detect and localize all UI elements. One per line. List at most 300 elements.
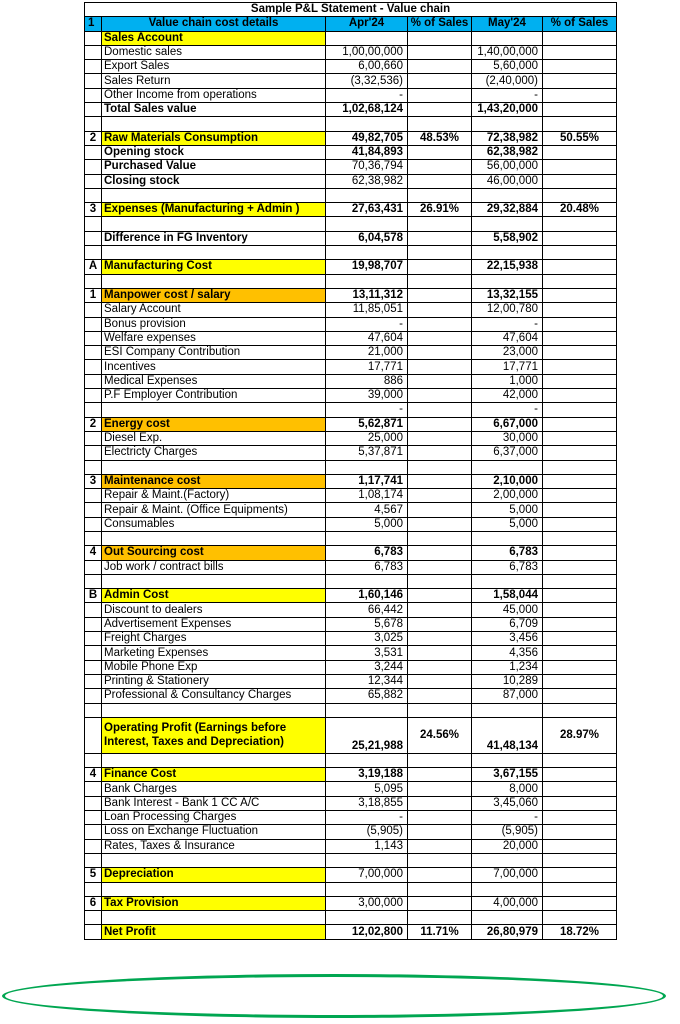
row-may-percent bbox=[543, 546, 617, 560]
row-may-percent bbox=[543, 853, 617, 867]
header-desc: Value chain cost details bbox=[102, 17, 326, 31]
row-number bbox=[85, 88, 102, 102]
row-apr-percent bbox=[408, 274, 472, 288]
row-may-value bbox=[472, 574, 543, 588]
row-apr-value: 7,00,000 bbox=[326, 868, 408, 882]
row-description: Printing & Stationery bbox=[102, 674, 326, 688]
row-description bbox=[102, 117, 326, 131]
table-row bbox=[85, 288, 617, 302]
row-apr-percent bbox=[408, 45, 472, 59]
table-row bbox=[85, 160, 617, 174]
row-apr-percent bbox=[408, 531, 472, 545]
row-apr-value: 1,00,00,000 bbox=[326, 45, 408, 59]
table-row bbox=[85, 717, 617, 753]
row-number bbox=[85, 174, 102, 188]
table-row bbox=[85, 517, 617, 531]
row-number bbox=[85, 346, 102, 360]
row-description bbox=[102, 574, 326, 588]
row-may-value: 2,10,000 bbox=[472, 474, 543, 488]
row-apr-value: 1,60,146 bbox=[326, 589, 408, 603]
row-may-percent bbox=[543, 617, 617, 631]
row-apr-percent bbox=[408, 331, 472, 345]
table-row bbox=[85, 882, 617, 896]
row-apr-value: 1,17,741 bbox=[326, 474, 408, 488]
table-row bbox=[85, 231, 617, 245]
row-description: Finance Cost bbox=[102, 768, 326, 782]
row-number bbox=[85, 431, 102, 445]
row-may-value bbox=[472, 703, 543, 717]
row-description: Admin Cost bbox=[102, 589, 326, 603]
row-description: Manpower cost / salary bbox=[102, 288, 326, 302]
row-number: 3 bbox=[85, 203, 102, 217]
row-may-value: 5,000 bbox=[472, 503, 543, 517]
table-row bbox=[85, 145, 617, 159]
row-may-percent bbox=[543, 417, 617, 431]
table-row bbox=[85, 768, 617, 782]
row-may-percent bbox=[543, 882, 617, 896]
row-description: Maintenance cost bbox=[102, 474, 326, 488]
row-apr-value: 3,18,855 bbox=[326, 796, 408, 810]
row-description: Total Sales value bbox=[102, 103, 326, 117]
row-number bbox=[85, 317, 102, 331]
row-apr-percent bbox=[408, 260, 472, 274]
row-may-value: 3,45,060 bbox=[472, 796, 543, 810]
row-description: Bank Charges bbox=[102, 782, 326, 796]
row-may-percent bbox=[543, 632, 617, 646]
row-may-value: 41,48,134 bbox=[472, 717, 543, 753]
row-apr-percent bbox=[408, 574, 472, 588]
row-may-percent bbox=[543, 103, 617, 117]
row-may-percent bbox=[543, 231, 617, 245]
row-apr-percent bbox=[408, 474, 472, 488]
row-may-value: 47,604 bbox=[472, 331, 543, 345]
row-may-percent bbox=[543, 317, 617, 331]
table-row bbox=[85, 203, 617, 217]
table-row bbox=[85, 374, 617, 388]
row-description bbox=[102, 460, 326, 474]
row-apr-value: 12,02,800 bbox=[326, 925, 408, 939]
row-description: Mobile Phone Exp bbox=[102, 660, 326, 674]
row-apr-percent bbox=[408, 911, 472, 925]
row-may-value: 5,60,000 bbox=[472, 60, 543, 74]
table-row bbox=[85, 911, 617, 925]
row-may-value: 1,234 bbox=[472, 660, 543, 674]
row-apr-value bbox=[326, 911, 408, 925]
row-may-value: 3,456 bbox=[472, 632, 543, 646]
row-number: 6 bbox=[85, 896, 102, 910]
row-number bbox=[85, 403, 102, 417]
row-apr-value: 1,143 bbox=[326, 839, 408, 853]
row-may-value bbox=[472, 853, 543, 867]
title-row bbox=[85, 3, 617, 17]
row-number bbox=[85, 231, 102, 245]
table-row bbox=[85, 246, 617, 260]
row-apr-percent bbox=[408, 546, 472, 560]
row-description: Loss on Exchange Fluctuation bbox=[102, 825, 326, 839]
row-may-percent bbox=[543, 460, 617, 474]
row-description: Medical Expenses bbox=[102, 374, 326, 388]
table-row bbox=[85, 489, 617, 503]
row-number bbox=[85, 145, 102, 159]
row-apr-percent bbox=[408, 868, 472, 882]
table-row bbox=[85, 60, 617, 74]
row-may-percent bbox=[543, 589, 617, 603]
row-apr-percent: 24.56% bbox=[408, 717, 472, 753]
row-apr-value: 5,37,871 bbox=[326, 446, 408, 460]
row-description: ESI Company Contribution bbox=[102, 346, 326, 360]
row-apr-percent bbox=[408, 160, 472, 174]
table-row bbox=[85, 88, 617, 102]
row-description: Difference in FG Inventory bbox=[102, 231, 326, 245]
row-may-percent bbox=[543, 768, 617, 782]
row-description: Expenses (Manufacturing + Admin ) bbox=[102, 203, 326, 217]
row-apr-value: 3,244 bbox=[326, 660, 408, 674]
row-apr-percent bbox=[408, 882, 472, 896]
table-row bbox=[85, 503, 617, 517]
row-may-value: 1,40,00,000 bbox=[472, 45, 543, 59]
header-apr-pct: % of Sales bbox=[408, 17, 472, 31]
table-row bbox=[85, 896, 617, 910]
row-may-value: 6,37,000 bbox=[472, 446, 543, 460]
row-number bbox=[85, 674, 102, 688]
row-may-percent bbox=[543, 660, 617, 674]
row-may-value: 1,58,044 bbox=[472, 589, 543, 603]
row-number bbox=[85, 303, 102, 317]
row-may-percent bbox=[543, 796, 617, 810]
row-may-percent bbox=[543, 360, 617, 374]
row-description: Other Income from operations bbox=[102, 88, 326, 102]
row-apr-percent bbox=[408, 288, 472, 302]
row-number: 2 bbox=[85, 131, 102, 145]
row-may-value: - bbox=[472, 403, 543, 417]
row-number bbox=[85, 603, 102, 617]
row-apr-percent bbox=[408, 346, 472, 360]
row-apr-value: 17,771 bbox=[326, 360, 408, 374]
row-apr-value bbox=[326, 274, 408, 288]
row-number bbox=[85, 45, 102, 59]
row-may-percent bbox=[543, 689, 617, 703]
row-apr-percent bbox=[408, 174, 472, 188]
row-number bbox=[85, 74, 102, 88]
row-may-percent: 28.97% bbox=[543, 717, 617, 753]
row-description: Sales Account bbox=[102, 31, 326, 45]
row-apr-value: 5,095 bbox=[326, 782, 408, 796]
row-may-percent: 18.72% bbox=[543, 925, 617, 939]
row-may-percent bbox=[543, 868, 617, 882]
row-apr-value: 6,04,578 bbox=[326, 231, 408, 245]
row-may-value: 6,709 bbox=[472, 617, 543, 631]
table-row bbox=[85, 589, 617, 603]
net-profit-highlight-ellipse bbox=[2, 974, 666, 1018]
table-row bbox=[85, 474, 617, 488]
row-may-percent bbox=[543, 60, 617, 74]
table-row bbox=[85, 346, 617, 360]
row-may-value: 26,80,979 bbox=[472, 925, 543, 939]
row-apr-value bbox=[326, 703, 408, 717]
row-description: Energy cost bbox=[102, 417, 326, 431]
header-row bbox=[85, 17, 617, 31]
row-may-value: 5,58,902 bbox=[472, 231, 543, 245]
row-may-percent bbox=[543, 31, 617, 45]
row-may-value bbox=[472, 274, 543, 288]
row-apr-value: 65,882 bbox=[326, 689, 408, 703]
row-description: Export Sales bbox=[102, 60, 326, 74]
row-number bbox=[85, 811, 102, 825]
row-apr-value: 3,025 bbox=[326, 632, 408, 646]
row-may-percent bbox=[543, 574, 617, 588]
row-may-value: 1,000 bbox=[472, 374, 543, 388]
row-description: P.F Employer Contribution bbox=[102, 389, 326, 403]
row-number bbox=[85, 31, 102, 45]
row-apr-value bbox=[326, 188, 408, 202]
row-number bbox=[85, 782, 102, 796]
row-may-percent bbox=[543, 374, 617, 388]
row-may-value: 12,00,780 bbox=[472, 303, 543, 317]
table-row bbox=[85, 317, 617, 331]
row-apr-percent bbox=[408, 753, 472, 767]
row-number bbox=[85, 217, 102, 231]
row-apr-value: - bbox=[326, 88, 408, 102]
row-apr-value: 39,000 bbox=[326, 389, 408, 403]
row-may-value: 29,32,884 bbox=[472, 203, 543, 217]
table-row bbox=[85, 925, 617, 939]
row-apr-value: 21,000 bbox=[326, 346, 408, 360]
row-apr-percent bbox=[408, 603, 472, 617]
row-apr-percent bbox=[408, 811, 472, 825]
table-row bbox=[85, 839, 617, 853]
row-may-value: 23,000 bbox=[472, 346, 543, 360]
row-may-percent bbox=[543, 274, 617, 288]
row-apr-value: 62,38,982 bbox=[326, 174, 408, 188]
row-may-percent bbox=[543, 346, 617, 360]
row-may-percent bbox=[543, 517, 617, 531]
row-description: Repair & Maint. (Office Equipments) bbox=[102, 503, 326, 517]
row-number bbox=[85, 188, 102, 202]
row-number bbox=[85, 446, 102, 460]
row-description: Job work / contract bills bbox=[102, 560, 326, 574]
row-may-value: (5,905) bbox=[472, 825, 543, 839]
row-may-percent bbox=[543, 839, 617, 853]
row-apr-value: 66,442 bbox=[326, 603, 408, 617]
row-may-percent bbox=[543, 431, 617, 445]
table-row bbox=[85, 460, 617, 474]
row-apr-value: 3,00,000 bbox=[326, 896, 408, 910]
row-apr-percent bbox=[408, 782, 472, 796]
row-may-percent bbox=[543, 646, 617, 660]
table-row bbox=[85, 31, 617, 45]
table-row bbox=[85, 117, 617, 131]
table-row bbox=[85, 574, 617, 588]
row-may-percent bbox=[543, 503, 617, 517]
row-may-percent bbox=[543, 331, 617, 345]
table-row bbox=[85, 660, 617, 674]
row-may-percent bbox=[543, 896, 617, 910]
row-apr-value: 6,00,660 bbox=[326, 60, 408, 74]
row-may-percent bbox=[543, 174, 617, 188]
row-description: Freight Charges bbox=[102, 632, 326, 646]
row-may-percent: 50.55% bbox=[543, 131, 617, 145]
row-may-value: 8,000 bbox=[472, 782, 543, 796]
table-row bbox=[85, 217, 617, 231]
row-number bbox=[85, 911, 102, 925]
row-apr-percent bbox=[408, 460, 472, 474]
row-may-percent bbox=[543, 674, 617, 688]
sheet-title: Sample P&L Statement - Value chain bbox=[85, 3, 617, 17]
row-description: Closing stock bbox=[102, 174, 326, 188]
table-row bbox=[85, 331, 617, 345]
table-row bbox=[85, 103, 617, 117]
row-apr-value: 41,84,893 bbox=[326, 145, 408, 159]
row-may-value: 22,15,938 bbox=[472, 260, 543, 274]
row-apr-value: 5,000 bbox=[326, 517, 408, 531]
row-may-value bbox=[472, 531, 543, 545]
table-row bbox=[85, 403, 617, 417]
row-description: Salary Account bbox=[102, 303, 326, 317]
row-apr-percent bbox=[408, 632, 472, 646]
row-may-value: - bbox=[472, 88, 543, 102]
row-may-value bbox=[472, 217, 543, 231]
row-apr-percent bbox=[408, 617, 472, 631]
row-may-percent bbox=[543, 911, 617, 925]
row-number: 3 bbox=[85, 474, 102, 488]
table-row bbox=[85, 753, 617, 767]
row-number bbox=[85, 717, 102, 753]
row-number bbox=[85, 925, 102, 939]
row-description: Advertisement Expenses bbox=[102, 617, 326, 631]
row-apr-percent bbox=[408, 217, 472, 231]
row-apr-value: 5,678 bbox=[326, 617, 408, 631]
row-apr-percent bbox=[408, 88, 472, 102]
table-row bbox=[85, 431, 617, 445]
row-description bbox=[102, 882, 326, 896]
row-apr-percent: 48.53% bbox=[408, 131, 472, 145]
row-number: 2 bbox=[85, 417, 102, 431]
row-apr-percent: 11.71% bbox=[408, 925, 472, 939]
row-description: Professional & Consultancy Charges bbox=[102, 689, 326, 703]
row-may-percent bbox=[543, 703, 617, 717]
row-may-value bbox=[472, 246, 543, 260]
row-apr-percent bbox=[408, 360, 472, 374]
row-apr-value: 19,98,707 bbox=[326, 260, 408, 274]
row-may-value: 4,00,000 bbox=[472, 896, 543, 910]
row-description: Net Profit bbox=[102, 925, 326, 939]
row-apr-percent bbox=[408, 417, 472, 431]
pl-statement-table bbox=[84, 2, 617, 940]
row-may-percent bbox=[543, 531, 617, 545]
row-apr-percent: 26.91% bbox=[408, 203, 472, 217]
row-may-value: 56,00,000 bbox=[472, 160, 543, 174]
row-number bbox=[85, 374, 102, 388]
row-apr-value: 25,21,988 bbox=[326, 717, 408, 753]
row-number bbox=[85, 460, 102, 474]
table-row bbox=[85, 632, 617, 646]
row-may-percent bbox=[543, 446, 617, 460]
row-description: Welfare expenses bbox=[102, 331, 326, 345]
row-may-percent bbox=[543, 246, 617, 260]
row-description: Marketing Expenses bbox=[102, 646, 326, 660]
table-row bbox=[85, 853, 617, 867]
row-number bbox=[85, 632, 102, 646]
row-number bbox=[85, 839, 102, 853]
row-apr-value bbox=[326, 531, 408, 545]
row-description: Incentives bbox=[102, 360, 326, 374]
row-apr-percent bbox=[408, 703, 472, 717]
row-description bbox=[102, 911, 326, 925]
row-may-percent bbox=[543, 303, 617, 317]
row-description bbox=[102, 703, 326, 717]
row-description bbox=[102, 217, 326, 231]
row-may-value: 1,43,20,000 bbox=[472, 103, 543, 117]
row-apr-value bbox=[326, 217, 408, 231]
row-may-value: 72,38,982 bbox=[472, 131, 543, 145]
row-may-value: 6,783 bbox=[472, 546, 543, 560]
row-may-value bbox=[472, 882, 543, 896]
table-row bbox=[85, 674, 617, 688]
row-may-percent bbox=[543, 474, 617, 488]
table-row bbox=[85, 646, 617, 660]
row-may-value: 6,783 bbox=[472, 560, 543, 574]
row-apr-value: 1,08,174 bbox=[326, 489, 408, 503]
row-description bbox=[102, 246, 326, 260]
row-description: Repair & Maint.(Factory) bbox=[102, 489, 326, 503]
row-apr-value: - bbox=[326, 811, 408, 825]
row-apr-percent bbox=[408, 317, 472, 331]
row-description: Raw Materials Consumption bbox=[102, 131, 326, 145]
row-number bbox=[85, 560, 102, 574]
row-number bbox=[85, 617, 102, 631]
row-may-value bbox=[472, 911, 543, 925]
row-description: Purchased Value bbox=[102, 160, 326, 174]
row-may-percent bbox=[543, 403, 617, 417]
table-row bbox=[85, 703, 617, 717]
header-num: 1 bbox=[85, 17, 102, 31]
row-description bbox=[102, 531, 326, 545]
row-apr-percent bbox=[408, 246, 472, 260]
table-row bbox=[85, 531, 617, 545]
row-apr-percent bbox=[408, 389, 472, 403]
row-description: Bank Interest - Bank 1 CC A/C bbox=[102, 796, 326, 810]
row-apr-value: 6,783 bbox=[326, 560, 408, 574]
row-apr-value: 70,36,794 bbox=[326, 160, 408, 174]
table-row bbox=[85, 446, 617, 460]
row-apr-value: (3,32,536) bbox=[326, 74, 408, 88]
row-apr-value: 1,02,68,124 bbox=[326, 103, 408, 117]
row-description: Sales Return bbox=[102, 74, 326, 88]
row-apr-value bbox=[326, 31, 408, 45]
row-may-value bbox=[472, 117, 543, 131]
row-number bbox=[85, 703, 102, 717]
row-apr-percent bbox=[408, 303, 472, 317]
row-number: 4 bbox=[85, 546, 102, 560]
row-may-value: 10,289 bbox=[472, 674, 543, 688]
row-may-value: 87,000 bbox=[472, 689, 543, 703]
row-apr-value bbox=[326, 246, 408, 260]
table-row bbox=[85, 389, 617, 403]
table-row bbox=[85, 603, 617, 617]
row-may-value: 4,356 bbox=[472, 646, 543, 660]
table-row bbox=[85, 45, 617, 59]
row-may-value: 2,00,000 bbox=[472, 489, 543, 503]
table-row bbox=[85, 74, 617, 88]
row-apr-value bbox=[326, 882, 408, 896]
row-description: Out Sourcing cost bbox=[102, 546, 326, 560]
row-may-percent bbox=[543, 753, 617, 767]
row-may-value: - bbox=[472, 811, 543, 825]
table-row bbox=[85, 303, 617, 317]
row-number bbox=[85, 796, 102, 810]
row-number bbox=[85, 160, 102, 174]
row-may-percent bbox=[543, 288, 617, 302]
